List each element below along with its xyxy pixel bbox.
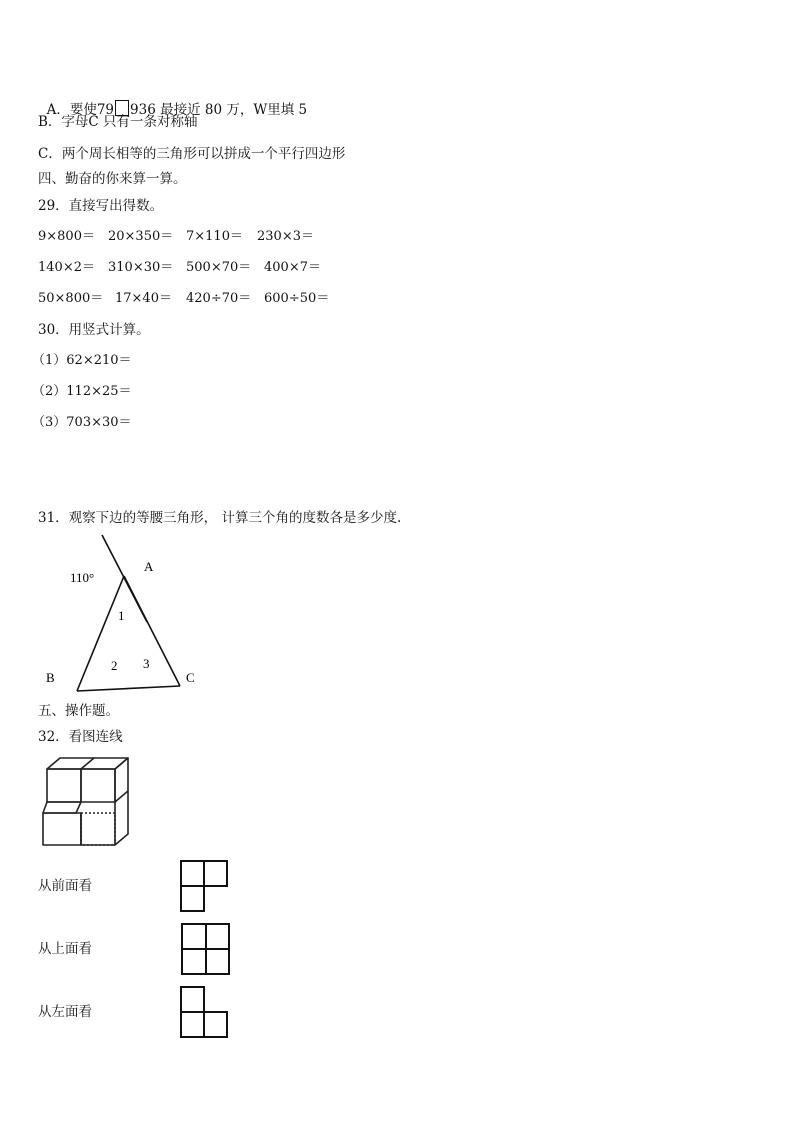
view-option-3[interactable] (180, 986, 230, 1040)
q29-cell: 230×3＝ (257, 229, 314, 244)
q31-title: 31．观察下边的等腰三角形， 计算三个角的度数各是多少度. (38, 510, 402, 526)
angle-3-label: 3 (143, 656, 150, 671)
view-label-front: 从前面看 (38, 878, 92, 894)
angle-2-label: 2 (111, 658, 118, 673)
q30-title: 30．用竖式计算。 (38, 322, 150, 338)
q29-cell: 140×2＝ (38, 260, 95, 275)
q32-title: 32．看图连线 (38, 729, 123, 745)
option-b: B．字母C 只有一条对称轴 (38, 114, 198, 130)
section-4-heading: 四、勤奋的你来算一算。 (38, 171, 187, 187)
vertex-b-label: B (46, 670, 55, 685)
section-5-heading: 五、操作题。 (38, 703, 119, 719)
q29-cell: 400×7＝ (264, 260, 321, 275)
side-ac (124, 576, 180, 686)
option-a-suffix: 936 最接近 80 万，W里填 5 (130, 102, 308, 118)
angle-110-label: 110° (70, 570, 95, 585)
side-ab (77, 576, 124, 691)
view-label-left: 从左面看 (38, 1004, 92, 1020)
q30-item: （3）703×30＝ (32, 415, 132, 430)
q29-cell: 50×800＝ (38, 291, 104, 306)
q29-cell: 9×800＝ (38, 229, 95, 244)
option-a-prefix: A．要使79 (46, 102, 115, 118)
angle-1-label: 1 (118, 608, 125, 623)
q29-cell: 17×40＝ (115, 291, 172, 306)
q29-cell: 600÷50＝ (264, 291, 330, 306)
isosceles-triangle-figure (40, 530, 220, 700)
q29-cell: 20×350＝ (108, 229, 174, 244)
side-bc (77, 686, 180, 691)
option-c: C．两个周长相等的三角形可以拼成一个平行四边形 (38, 146, 346, 162)
vertex-c-label: C (186, 670, 195, 685)
q29-cell: 7×110＝ (186, 229, 243, 244)
q30-item: （2）112×25＝ (32, 384, 132, 399)
q29-title: 29．直接写出得数。 (38, 198, 164, 214)
q29-cell: 420÷70＝ (186, 291, 252, 306)
vertex-a-label: A (144, 559, 154, 574)
cube-stack-figure (38, 755, 132, 851)
q30-item: （1）62×210＝ (32, 353, 132, 368)
q29-cell: 310×30＝ (108, 260, 174, 275)
q29-cell: 500×70＝ (186, 260, 252, 275)
view-label-top: 从上面看 (38, 941, 92, 957)
view-option-1[interactable] (180, 860, 230, 914)
view-option-2[interactable] (180, 922, 232, 978)
